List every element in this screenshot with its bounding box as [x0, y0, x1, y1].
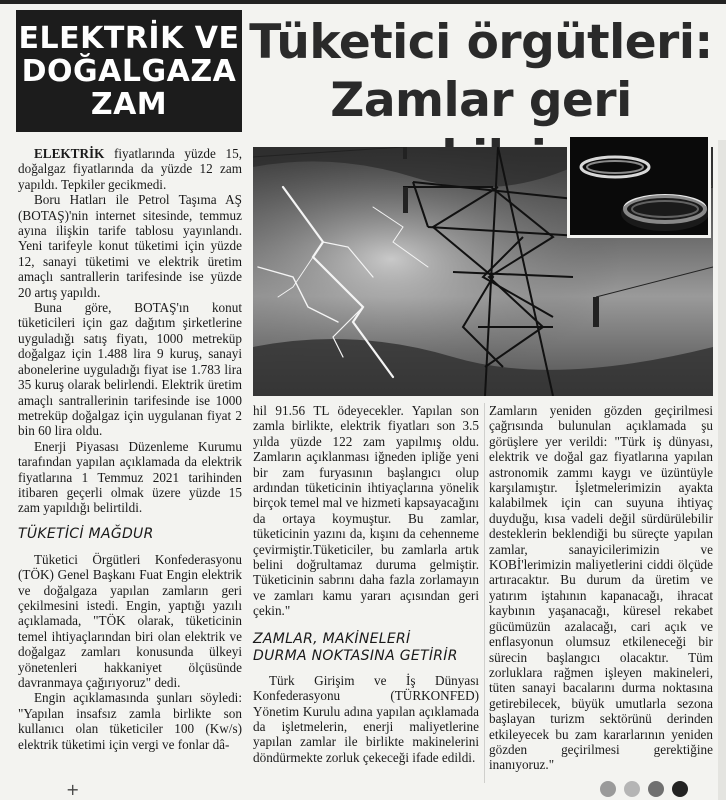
- registration-dot-icon: [624, 781, 640, 797]
- column-divider: [484, 403, 485, 783]
- page-edge: [718, 140, 726, 800]
- headline-line: Zamlar geri: [330, 73, 632, 128]
- registration-dot-icon: [600, 781, 616, 797]
- registration-mark-icon: +: [66, 780, 80, 799]
- registration-dot-icon: [648, 781, 664, 797]
- subheading: [253, 631, 479, 665]
- kicker-line: ZAM: [90, 86, 168, 122]
- article-column-1: [18, 146, 242, 752]
- paragraph: Türk Girişim ve İş Dünyası Konfederasyonu (TÜRKONFED) Yönetim Kurulu adına yapılan açıklamada da işletmelerin, enerji maliyetlerine yapılan zamlar ile birlikte makinelerini döndürmekte zorluk çekeceği ifade edildi.: [253, 672, 479, 765]
- lead-word: ELEKTRİK: [34, 146, 105, 161]
- color-registration-dots: [600, 781, 688, 797]
- subheading-line: DURMA NOKTASINA GETİRİR: [253, 647, 458, 664]
- paragraph: Zamların yeniden gözden geçirilmesi çağrısında bulunulan açıklamada şu görüşlere yer verildi: "Türk iş dünyası, elektrik ve doğal gaz fiyatlarına yapılan astronomik zammı kaygı ve üzüntüyle karşılamıştır. İşletmelerimizin ayakta kalabilmek için can suyuna ihtiyaç duyduğu, kısa vadeli değil sürdürülebilir desteklerin beklendiği bu süreçte yapılan zamlar, sanayicilerimizin ve KOBİ'lerimizin maliyetlerini ciddi ölçüde artıracaktır. Bu durum da üretim ve yatırım iştahının kapanacağı, ihracat kaybının yaşanacağı, küresel rekabet gücümüzün azalacağı, cari açık ve enflasyonun olumsuz etkileneceği bir sürecin başlangıcı olacaktır. Tüm zorluklara rağmen işleyen makineleri, tüten sanayi bacalarını durma noktasına getirebilecek, büyük umutlarla sezona başlayan turizm sektörünü derinden etkileyecek bu zam kararlarının yeniden gözden geçirilmesi gerektiğine inanıyoruz.": [489, 403, 713, 773]
- paragraph-text: fiyatlarında yüzde 15, doğalgaz fiyatlarında da yüzde 12 zam yapıldı. Tepkiler gecikmedi.: [18, 146, 242, 192]
- paragraph: Enerji Piyasası Düzenleme Kurumu tarafından yapılan açıklamada da elektrik fiyatlarına 1 Temmuz 2021 tarihinden itibaren geçerli olmak üzere yüzde 15 zam yapıldığı belirtildi.: [18, 438, 242, 516]
- paragraph: Tüketici Örgütleri Konfederasyonu (TÖK) Genel Başkanı Fuat Engin elektrik ve doğalgaza yapılan zamların geri çekilmesini istedi. Engin, yaptığı yazılı açıklamada, "TÖK olarak, tüketicinin temel ihtiyaçlarından biri olan elektrik ve doğalgaz zamları konusunda ülkeyi yönetenleri hakkaniyet ölçüsünde davranmaya çağırıyoruz" dedi.: [18, 551, 242, 690]
- subheading-line: ZAMLAR, MAKİNELERİ: [253, 630, 411, 647]
- kicker-line: DOĞALGAZA: [21, 53, 237, 89]
- paragraph: [18, 146, 242, 192]
- gas-flame-inset-photo: [567, 134, 711, 238]
- article-column-2: [253, 403, 479, 765]
- registration-dot-icon: [672, 781, 688, 797]
- kicker-box: [16, 10, 242, 132]
- headline-line: Tüketici örgütleri:: [249, 15, 713, 70]
- top-rule: [0, 0, 726, 4]
- paragraph: Boru Hatları ile Petrol Taşıma AŞ (BOTAŞ)'nin internet sitesinde, temmuz ayına ilişkin tarife tablosu yayınlandı. Yeni tarifeyle konut tüketimi için yüzde 12, sanayi tüketimi ve elektrik üretim amaçlı santrallerin tarifesinde ise yüzde 20 artış yapıldı.: [18, 192, 242, 300]
- paragraph: hil 91.56 TL ödeyecekler. Yapılan son zamla birlikte, elektrik fiyatları son 3.5 yılda yüzde 122 zam yapılmış oldu. Zamların açıklanması iğneden ipliğe yeni bir zam furyasının başlangıcı olup ardından tüketicinin ihtiyaçlarına yönelik birçok temel mal ve hizmeti kapsayacağını da ortaya koymuştur. Bu zamlar, tüketicinin yazını da, kışını da cehenneme çevirmiştir.Tüketiciler, bu zamlarla artık belini doğrultamaz duruma gelmiştir. Tüketicinin sabrını daha fazla zorlamayın ve zamları kamu yararı açısından geri çekin.": [253, 403, 479, 619]
- kicker-line: ELEKTRİK VE: [18, 20, 240, 56]
- paragraph: Buna göre, BOTAŞ'ın konut tüketicileri için gaz dağıtım şirketlerine uyguladığı satış fiyatı, 1000 metreküp doğalgaz için 1.488 lira 9 kuruş, sanayi abonelerine uyguladığı fiyat ise 1.783 lira 35 kuruş olarak belirlendi. Elektrik üretim amaçlı santrallerinin tarifesinde ise 1000 metreküp doğalgaz için uygulanan fiyat 2 bin 60 lira oldu.: [18, 300, 242, 439]
- subheading: TÜKETİCİ MAĞDUR: [18, 525, 154, 542]
- paragraph: Engin açıklamasında şunları söyledi: "Yapılan insafsız zamla birlikte son kullanıcı olan tüketiciler 100 (Kw/s) elektrik tüketimi için vergi ve fonlar dâ-: [18, 690, 242, 752]
- article-column-3: [489, 403, 713, 773]
